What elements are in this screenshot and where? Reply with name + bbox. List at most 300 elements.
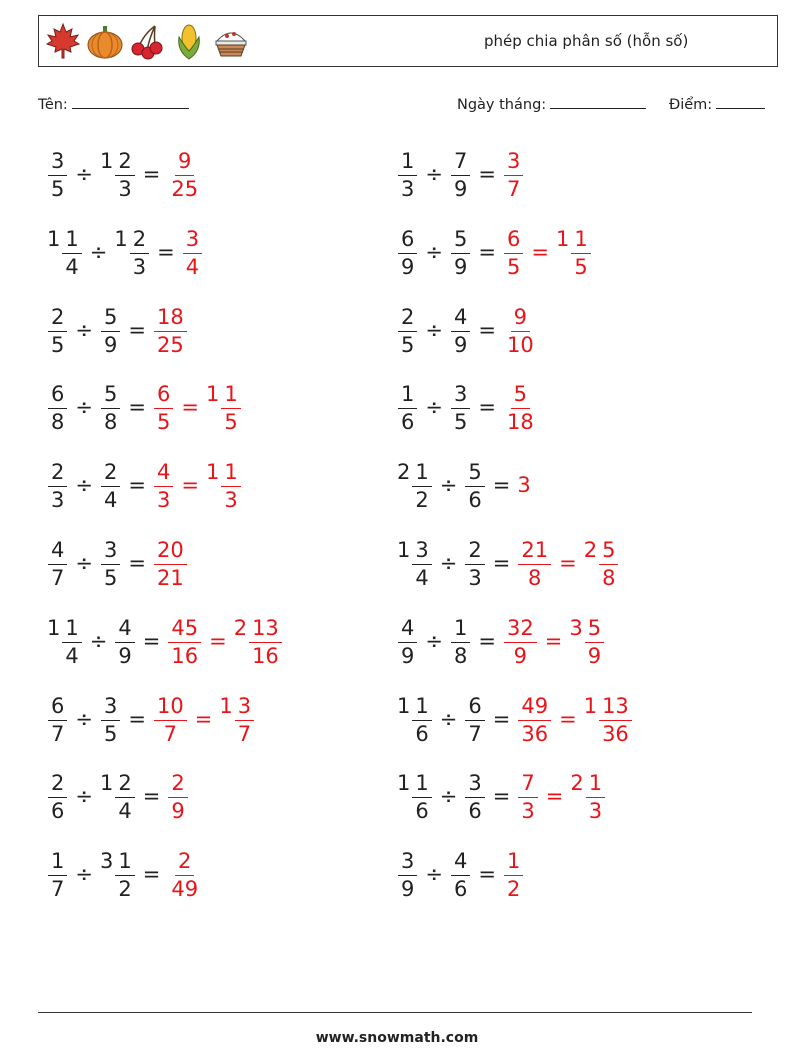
dividend-numerator: 1	[398, 384, 417, 409]
answer-denominator: 5	[574, 254, 588, 279]
divisor-numerator: 7	[451, 151, 470, 176]
dividend-fraction	[48, 537, 67, 590]
answer-number	[517, 473, 531, 497]
answer-fraction	[504, 148, 523, 201]
footer-url: www.snowmath.com	[315, 1030, 479, 1046]
divisor-number	[100, 149, 136, 200]
divisor-numerator: 1	[451, 618, 470, 643]
answer	[153, 305, 188, 356]
answer-whole: 1	[583, 693, 598, 718]
answer	[153, 538, 188, 589]
divisor-fraction	[451, 615, 470, 668]
answer-number	[153, 460, 174, 511]
answer	[167, 616, 282, 667]
divisor-number	[100, 305, 121, 356]
divisor-number	[100, 849, 136, 900]
dividend-denominator: 6	[415, 798, 429, 823]
dividend-number	[47, 849, 68, 900]
corn-icon	[169, 21, 209, 61]
dividend-numerator: 6	[398, 229, 417, 254]
divisor-numerator: 3	[101, 540, 120, 565]
dividend-numerator: 2	[398, 307, 417, 332]
problem-1	[47, 143, 202, 205]
equals-sign: =	[492, 784, 511, 808]
divide-sign: ÷	[425, 162, 443, 186]
divide-sign: ÷	[75, 395, 93, 419]
divisor-number	[464, 771, 485, 822]
divisor-denominator: 6	[468, 487, 482, 512]
dividend-denominator: 9	[401, 254, 415, 279]
divisor-denominator: 4	[103, 487, 118, 512]
answer-denominator: 3	[588, 798, 603, 823]
dividend-denominator: 5	[51, 332, 65, 357]
answer	[153, 382, 242, 433]
dividend-number	[47, 538, 68, 589]
divisor-number	[450, 305, 471, 356]
divisor-fraction	[451, 226, 470, 279]
date-label: Ngày tháng:	[457, 97, 547, 113]
divisor-numerator: 2	[101, 462, 120, 487]
equals-sign: =	[142, 629, 161, 653]
problem-19	[47, 843, 202, 905]
equals-sign: =	[478, 162, 496, 186]
divisor-denominator: 9	[453, 176, 468, 201]
divide-sign: ÷	[425, 862, 443, 886]
answer-number	[153, 382, 174, 433]
worksheet-header	[38, 15, 778, 67]
answer-denominator: 7	[237, 721, 252, 746]
pie-basket-icon	[211, 21, 251, 61]
divisor-fraction	[465, 693, 484, 746]
answer-number	[569, 616, 605, 667]
divisor-fraction	[101, 537, 120, 590]
answer-fraction	[154, 537, 187, 590]
dividend-numerator: 1	[398, 151, 417, 176]
answer-whole: 3	[569, 615, 583, 640]
answer-number	[167, 616, 202, 667]
divide-sign: ÷	[439, 473, 458, 497]
answer-numerator: 3	[235, 696, 254, 721]
answer-equals-sign: =	[559, 707, 577, 731]
answer-numerator: 49	[518, 696, 551, 721]
answer-denominator: 2	[506, 876, 521, 901]
divisor-fraction	[465, 459, 484, 512]
dividend-number	[47, 227, 83, 278]
answer-whole: 2	[570, 770, 584, 795]
answer-whole: 1	[205, 459, 220, 484]
problem-18	[397, 765, 606, 827]
dividend-numerator: 1	[412, 462, 431, 487]
answer-denominator: 9	[171, 798, 185, 823]
answer-fraction	[154, 304, 187, 357]
answer	[503, 227, 592, 278]
answer	[503, 149, 524, 200]
answer-number	[153, 694, 188, 745]
dividend-number	[397, 305, 418, 356]
answer-denominator: 21	[156, 565, 184, 590]
answer-numerator: 3	[183, 229, 202, 254]
divisor-fraction	[465, 770, 484, 823]
dividend-numerator: 1	[412, 773, 431, 798]
equals-sign: =	[478, 862, 496, 886]
divisor-denominator: 8	[453, 643, 468, 668]
answer-fraction	[168, 770, 187, 823]
dividend-number	[397, 771, 433, 822]
divisor-whole: 1	[114, 226, 128, 251]
dividend-numerator: 1	[62, 618, 81, 643]
dividend-number	[47, 149, 68, 200]
answer-number	[219, 694, 255, 745]
answer-fraction	[183, 226, 202, 279]
divisor-fraction	[115, 615, 134, 668]
equals-sign: =	[128, 707, 146, 731]
divisor-fraction	[101, 459, 120, 512]
answer-denominator: 5	[224, 409, 238, 434]
dividend-numerator: 2	[48, 773, 67, 798]
answer-equals-sign: =	[181, 473, 199, 497]
answer-number	[206, 460, 242, 511]
answer-whole: 3	[517, 473, 531, 497]
header-icons	[43, 21, 251, 61]
divisor-numerator: 3	[101, 696, 120, 721]
dividend-denominator: 4	[415, 565, 429, 590]
answer-number	[503, 616, 538, 667]
answer	[517, 694, 632, 745]
divisor-number	[100, 460, 121, 511]
answer-numerator: 32	[504, 618, 537, 643]
answer-numerator: 6	[504, 229, 523, 254]
answer-number	[167, 771, 188, 822]
answer-equals-sign: =	[209, 629, 227, 653]
divisor-numerator: 4	[451, 307, 470, 332]
answer-numerator: 1	[221, 384, 240, 409]
answer-denominator: 3	[156, 487, 171, 512]
dividend-numerator: 2	[48, 462, 67, 487]
dividend-denominator: 3	[51, 487, 65, 512]
answer-number	[584, 694, 633, 745]
answer-numerator: 20	[154, 540, 187, 565]
divisor-denominator: 3	[118, 176, 132, 201]
divisor-number	[100, 694, 121, 745]
dividend-numerator: 3	[48, 151, 67, 176]
answer-fraction	[168, 848, 201, 901]
dividend-fraction	[412, 537, 431, 590]
answer-denominator: 25	[156, 332, 184, 357]
problem-9	[47, 454, 242, 516]
divisor-denominator: 3	[132, 254, 147, 279]
divisor-fraction	[451, 304, 470, 357]
divisor-numerator: 4	[451, 851, 470, 876]
dividend-number	[47, 771, 68, 822]
answer-denominator: 10	[506, 332, 534, 357]
answer-numerator: 1	[571, 229, 590, 254]
answer-denominator: 18	[506, 409, 534, 434]
dividend-number	[397, 694, 433, 745]
answer-numerator: 1	[504, 851, 523, 876]
divide-sign: ÷	[425, 318, 443, 342]
answer-numerator: 5	[585, 618, 604, 643]
answer-number	[517, 538, 552, 589]
problem-6	[397, 299, 538, 361]
dividend-fraction	[398, 226, 417, 279]
divisor-denominator: 3	[468, 565, 482, 590]
answer-denominator: 3	[521, 798, 535, 823]
answer-number	[503, 382, 538, 433]
maple-leaf-icon	[43, 21, 83, 61]
dividend-denominator: 7	[51, 721, 65, 746]
dividend-numerator: 1	[62, 229, 81, 254]
answer-fraction	[249, 615, 282, 668]
answer-denominator: 4	[185, 254, 200, 279]
divisor-numerator: 4	[115, 618, 134, 643]
dividend-number	[397, 460, 433, 511]
equals-sign: =	[492, 707, 511, 731]
divisor-denominator: 5	[453, 409, 468, 434]
dividend-number	[47, 694, 68, 745]
score-field[interactable]	[669, 94, 765, 113]
divide-sign: ÷	[89, 629, 108, 653]
answer-fraction	[504, 615, 537, 668]
equals-sign: =	[142, 784, 161, 808]
divisor-fraction	[451, 381, 470, 434]
answer	[503, 382, 538, 433]
problem-10	[397, 454, 532, 516]
answer-numerator: 7	[518, 773, 537, 798]
dividend-denominator: 6	[51, 798, 65, 823]
divisor-denominator: 9	[103, 332, 118, 357]
divisor-denominator: 6	[453, 876, 468, 901]
dividend-numerator: 3	[412, 540, 431, 565]
worksheet-title: phép chia phân số (hỗn số)	[484, 32, 689, 50]
divide-sign: ÷	[75, 862, 93, 886]
dividend-number	[397, 849, 418, 900]
dividend-number	[397, 149, 418, 200]
problem-7	[47, 376, 242, 438]
answer-denominator: 7	[163, 721, 178, 746]
divisor-number	[464, 694, 485, 745]
dividend-number	[397, 227, 418, 278]
divisor-numerator: 3	[465, 773, 484, 798]
score-label: Điểm:	[669, 97, 713, 113]
answer-numerator: 5	[511, 384, 530, 409]
divisor-denominator: 5	[103, 565, 118, 590]
answer-numerator: 2	[175, 851, 194, 876]
divisor-number	[450, 616, 471, 667]
divisor-denominator: 4	[118, 798, 132, 823]
divisor-numerator: 1	[115, 851, 134, 876]
dividend-denominator: 8	[51, 409, 65, 434]
divisor-denominator: 8	[103, 409, 118, 434]
dividend-fraction	[48, 304, 67, 357]
name-field[interactable]	[38, 94, 189, 113]
answer-whole: 1	[555, 226, 570, 251]
divisor-number	[100, 382, 121, 433]
answer-number	[153, 538, 188, 589]
dividend-fraction	[412, 459, 431, 512]
divisor-numerator: 2	[465, 540, 484, 565]
dividend-whole: 1	[397, 537, 411, 562]
answer-number	[234, 616, 283, 667]
divisor-fraction	[451, 848, 470, 901]
divisor-denominator: 5	[103, 721, 118, 746]
dividend-fraction	[398, 304, 417, 357]
answer-number	[167, 149, 202, 200]
answer-numerator: 13	[599, 696, 632, 721]
divisor-number	[450, 149, 471, 200]
equals-sign: =	[478, 395, 496, 419]
date-field[interactable]	[457, 94, 646, 113]
answer-denominator: 5	[506, 254, 521, 279]
answer-number	[570, 771, 606, 822]
answer-numerator: 18	[154, 307, 187, 332]
answer-numerator: 4	[154, 462, 173, 487]
problem-3	[47, 221, 203, 283]
dividend-number	[47, 460, 68, 511]
answer-fraction	[504, 848, 523, 901]
answer	[503, 849, 524, 900]
answer-fraction	[154, 381, 173, 434]
answer-fraction	[168, 615, 201, 668]
answer-fraction	[571, 226, 590, 279]
answer	[517, 771, 606, 822]
answer-equals-sign: =	[181, 395, 199, 419]
answer-whole: 2	[233, 615, 248, 640]
answer-fraction	[154, 693, 187, 746]
answer-equals-sign: =	[559, 551, 577, 575]
dividend-denominator: 4	[65, 643, 79, 668]
answer-denominator: 16	[252, 643, 279, 668]
dividend-denominator: 4	[65, 254, 79, 279]
problem-17	[47, 765, 189, 827]
dividend-denominator: 9	[401, 876, 415, 901]
dividend-fraction	[48, 693, 67, 746]
problem-4	[397, 221, 592, 283]
dividend-fraction	[48, 848, 67, 901]
answer-denominator: 7	[506, 176, 521, 201]
answer-denominator: 3	[224, 487, 238, 512]
equals-sign: =	[157, 240, 175, 264]
problem-11	[47, 532, 188, 594]
answer-number	[503, 227, 524, 278]
answer-fraction	[518, 537, 551, 590]
answer	[182, 227, 203, 278]
answer	[503, 616, 605, 667]
equals-sign: =	[142, 862, 161, 886]
problem-12	[397, 532, 619, 594]
divisor-denominator: 7	[468, 721, 482, 746]
date-blank[interactable]	[550, 94, 646, 109]
dividend-fraction	[398, 381, 417, 434]
divide-sign: ÷	[425, 395, 443, 419]
divisor-denominator: 6	[468, 798, 482, 823]
dividend-fraction	[62, 226, 81, 279]
dividend-fraction	[412, 770, 431, 823]
answer-numerator: 45	[168, 618, 201, 643]
divisor-number	[450, 382, 471, 433]
divide-sign: ÷	[439, 784, 458, 808]
answer-fraction	[504, 381, 537, 434]
dividend-number	[47, 305, 68, 356]
divide-sign: ÷	[75, 551, 93, 575]
problem-13	[47, 610, 283, 672]
divisor-numerator: 3	[451, 384, 470, 409]
answer-denominator: 9	[513, 643, 528, 668]
divisor-fraction	[115, 770, 134, 823]
answer-fraction	[154, 459, 173, 512]
answer-fraction	[518, 770, 537, 823]
equals-sign: =	[478, 629, 496, 653]
answer-fraction	[235, 693, 254, 746]
dividend-number	[397, 538, 433, 589]
answer-fraction	[504, 304, 537, 357]
divisor-denominator: 2	[118, 876, 132, 901]
equals-sign: =	[142, 162, 161, 186]
divisor-fraction	[465, 537, 484, 590]
answer-fraction	[504, 226, 523, 279]
divisor-whole: 1	[99, 148, 114, 173]
divisor-fraction	[101, 693, 120, 746]
dividend-number	[47, 382, 68, 433]
answer-fraction	[599, 693, 632, 746]
divide-sign: ÷	[75, 473, 93, 497]
dividend-numerator: 6	[48, 696, 67, 721]
divisor-whole: 3	[99, 848, 114, 873]
divisor-fraction	[451, 148, 470, 201]
dividend-fraction	[398, 148, 417, 201]
answer-number	[503, 849, 524, 900]
dividend-denominator: 5	[401, 332, 415, 357]
dividend-numerator: 2	[48, 307, 67, 332]
answer-numerator: 2	[168, 773, 187, 798]
answer-denominator: 9	[587, 643, 602, 668]
pumpkin-icon	[85, 21, 125, 61]
name-blank[interactable]	[72, 94, 189, 109]
score-blank[interactable]	[716, 94, 765, 109]
answer	[517, 473, 531, 497]
answer-number	[503, 149, 524, 200]
cherries-icon	[127, 21, 167, 61]
answer	[167, 771, 188, 822]
footer-divider	[38, 1012, 752, 1013]
answer-denominator: 36	[602, 721, 629, 746]
answer-whole: 2	[583, 537, 598, 562]
name-label: Tên:	[38, 97, 68, 113]
equals-sign: =	[128, 318, 146, 342]
answer	[167, 149, 202, 200]
divide-sign: ÷	[89, 240, 108, 264]
divisor-numerator: 5	[465, 462, 484, 487]
dividend-denominator: 9	[401, 643, 415, 668]
divisor-number	[464, 460, 485, 511]
answer-fraction	[221, 459, 240, 512]
answer-fraction	[168, 148, 201, 201]
answer-numerator: 1	[586, 773, 605, 798]
dividend-numerator: 4	[48, 540, 67, 565]
answer-denominator: 36	[521, 721, 549, 746]
equals-sign: =	[478, 318, 496, 342]
divisor-numerator: 5	[101, 307, 120, 332]
answer-equals-sign: =	[545, 784, 564, 808]
problem-2	[397, 143, 524, 205]
answer-fraction	[585, 615, 604, 668]
dividend-denominator: 6	[415, 721, 429, 746]
dividend-number	[397, 382, 418, 433]
dividend-fraction	[398, 848, 417, 901]
dividend-whole: 1	[47, 615, 61, 640]
dividend-fraction	[48, 381, 67, 434]
answer-numerator: 5	[599, 540, 618, 565]
divisor-numerator: 2	[115, 151, 134, 176]
